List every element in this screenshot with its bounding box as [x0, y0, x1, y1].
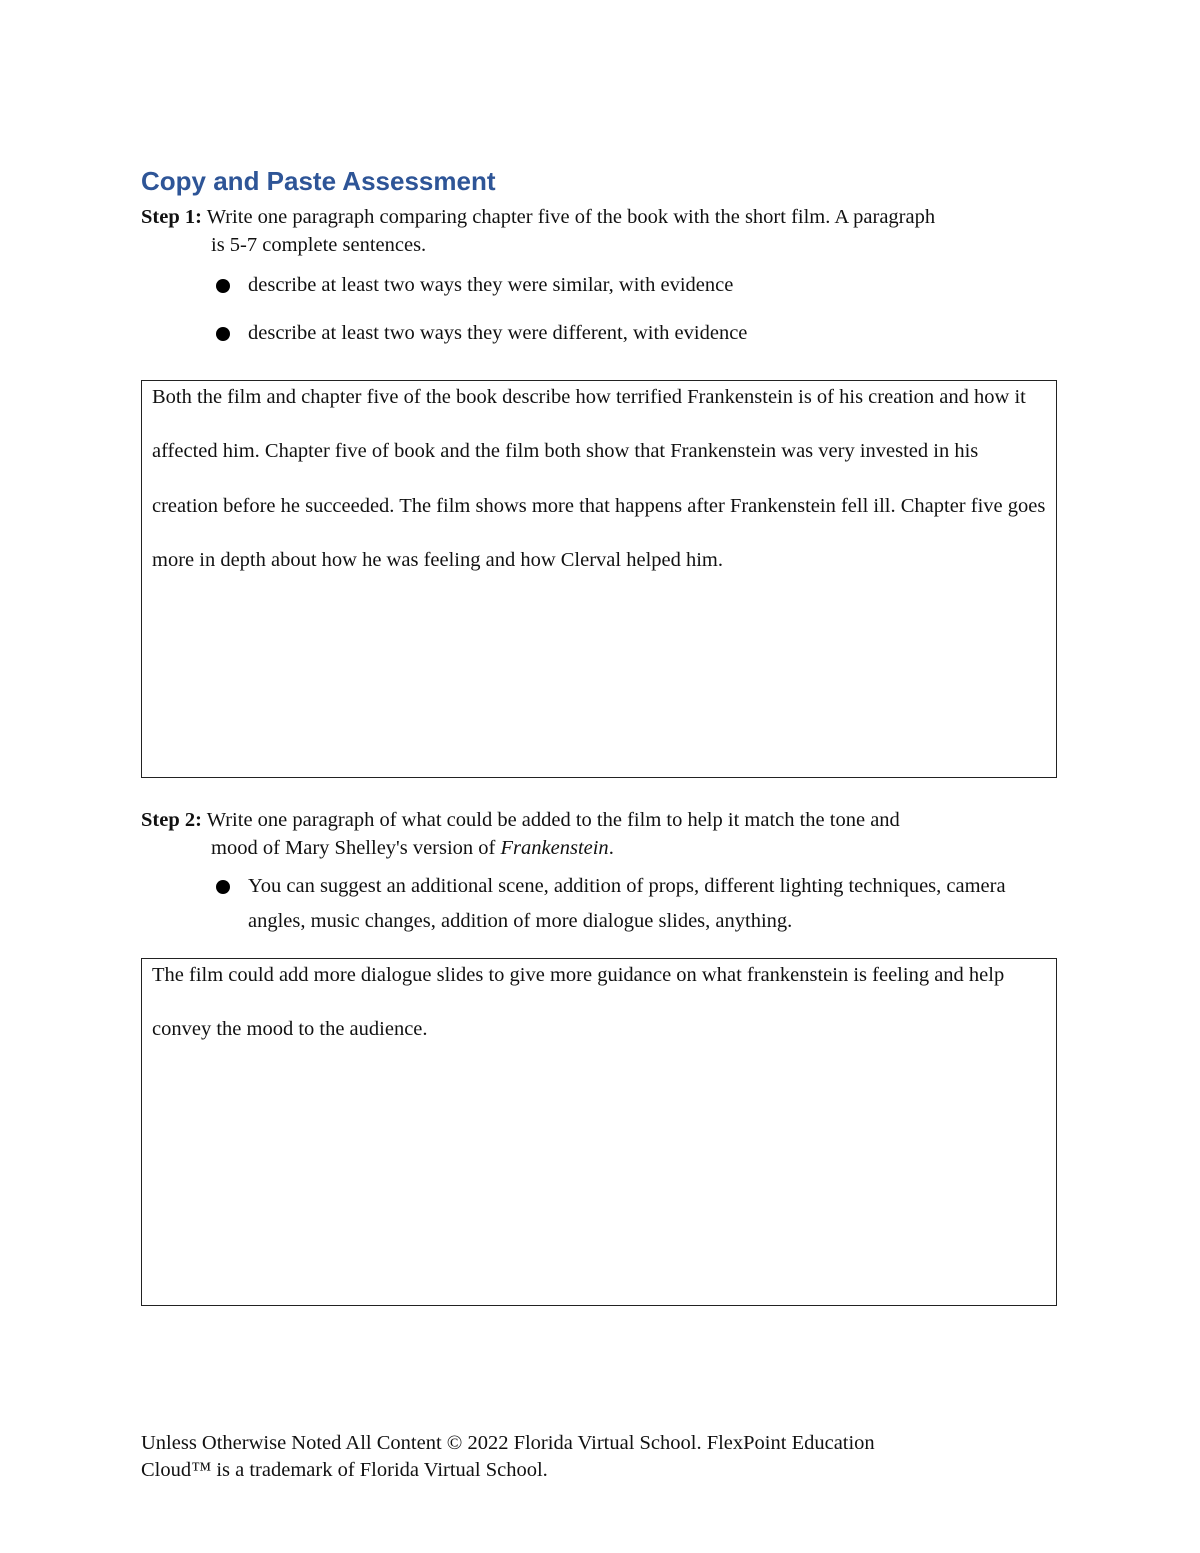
step-2-text-prefix: mood of Mary Shelley's version of: [211, 837, 501, 859]
step-1-label: Step 1:: [141, 206, 202, 228]
step-1-answer-box[interactable]: [141, 380, 1057, 778]
step-1-text-line1: Write one paragraph comparing chapter five of the book with the short film. A paragraph: [206, 206, 936, 228]
step-2-label: Step 2:: [141, 809, 202, 831]
bullet-text: You can suggest an additional scene, addition of props, different lighting techniques, camera angles, music changes, addition of more dialogue slides, anything.: [248, 875, 1006, 932]
bullet-dot-icon: [216, 327, 230, 341]
bullet-dot-icon: [216, 279, 230, 293]
bullet-text: describe at least two ways they were similar, with evidence: [248, 274, 734, 296]
book-title: Frankenstein: [500, 837, 609, 859]
step-2-text-line2: [141, 834, 1071, 862]
step-2-answer-text: The film could add more dialogue slides to give more guidance on what frankenstein is feeling and help convey the mood to the audience.: [152, 964, 1005, 1041]
copyright-footer: [141, 1430, 1041, 1484]
step-2-instructions: [141, 806, 1071, 862]
bullet-text: describe at least two ways they were different, with evidence: [248, 322, 748, 344]
footer-line-1: Unless Otherwise Noted All Content © 2022 Florida Virtual School. FlexPoint Education: [141, 1432, 875, 1454]
step-2-text-line1: Write one paragraph of what could be added to the film to help it match the tone and: [206, 809, 900, 831]
step-2-bullet-suggestions: [212, 869, 1052, 939]
step-2-text-suffix: .: [608, 837, 614, 859]
bullet-dot-icon: [216, 880, 230, 894]
step-1-answer-text: Both the film and chapter five of the book describe how terrified Frankenstein is of his creation and how it affected him. Chapter five of book and the film both show that Frankenstein was very invested in his creation before he succeeded. The film shows more that happens after Frankenstein fell ill. Chapter five goes more in depth about how he was feeling and how Clerval helped him.: [152, 386, 1046, 571]
step-1-bullet-similar: [212, 268, 1052, 303]
step-1-text-line2: is 5-7 complete sentences.: [211, 234, 427, 256]
page-title: Copy and Paste Assessment: [141, 166, 496, 196]
step-1-bullet-different: [212, 316, 1052, 351]
step-1-instructions: [141, 203, 1071, 259]
footer-line-2: Cloud™ is a trademark of Florida Virtual School.: [141, 1459, 548, 1481]
step-2-answer-box[interactable]: [141, 958, 1057, 1306]
